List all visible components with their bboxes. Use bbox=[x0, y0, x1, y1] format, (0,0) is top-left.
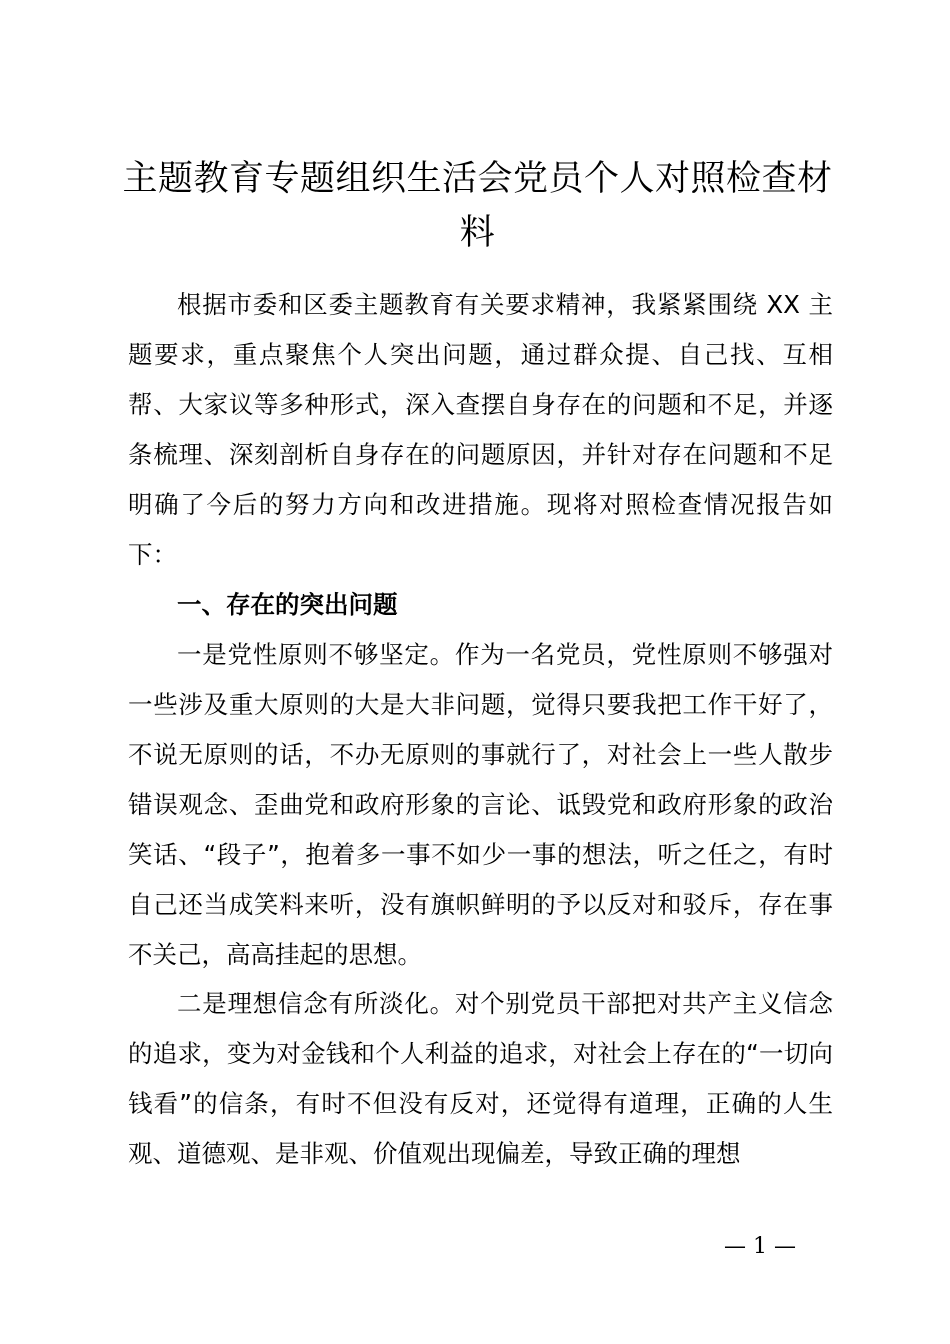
paragraph-point-one: 一是党性原则不够坚定。作为一名党员，党性原则不够强对一些涉及重大原则的大是大非问题，觉得只要我把工作干好了，不说无原则的话，不办无原则的事就行了，对社会上一些人散步错误观念、歪曲党和政府形象的言论、诋毁党和政府形象的政治笑话、“段子”，抱着多一事不如少一事的想法，听之任之，有时自己还当成笑料来听，没有旗帜鲜明的予以反对和驳斥，存在事不关己，高高挂起的思想。 bbox=[128, 640, 833, 969]
intro-paragraph: 根据市委和区委主题教育有关要求精神，我紧紧围绕 XX 主题要求，重点聚焦个人突出问题，通过群众提、自己找、互相帮、大家议等多种形式，深入查摆自身存在的问题和不足，并逐条梳理、深刻剖析自身存在的问题原因，并针对存在问题和不足明确了今后的努力方向和改进措施。现将对照检查情况报告如下： bbox=[128, 290, 833, 569]
document-title: 主题教育专题组织生活会党员个人对照检查材料 bbox=[122, 159, 833, 253]
page-number: — 1 — bbox=[724, 1234, 796, 1259]
paragraph-point-two: 二是理想信念有所淡化。对个别党员干部把对共产主义信念的追求，变为对金钱和个人利益的追求，对社会上存在的“一切向钱看”的信条，有时不但没有反对，还觉得有道理，正确的人生观、道德观、是非观、价值观出现偏差，导致正确的理想 bbox=[128, 989, 833, 1168]
section-heading: 一、存在的突出问题 bbox=[177, 590, 398, 619]
